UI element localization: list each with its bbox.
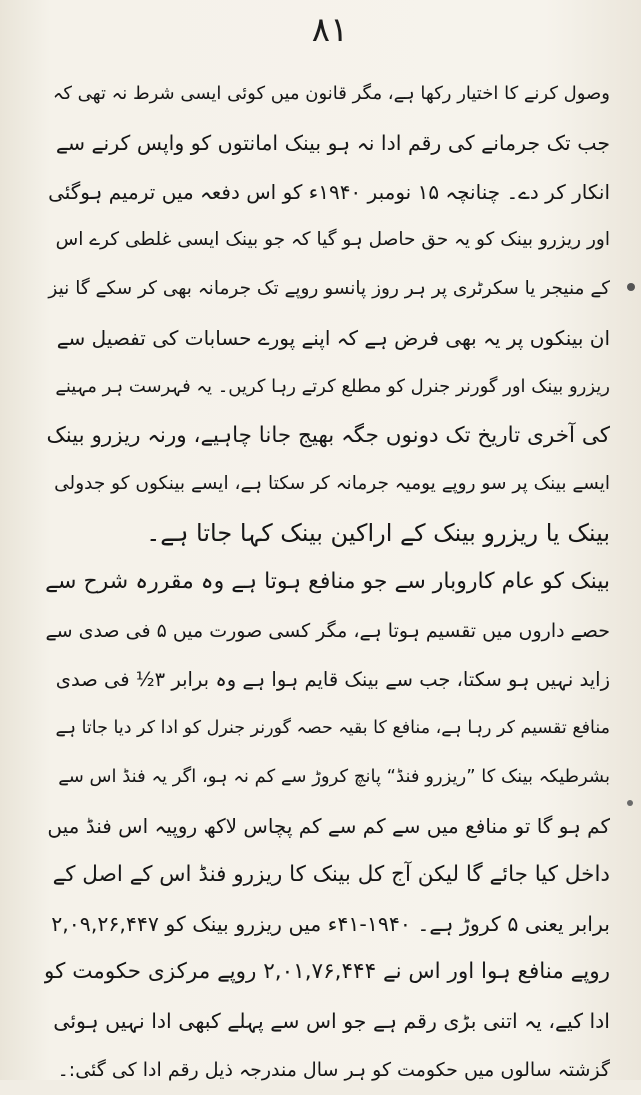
text-line: منافع تقسیم کر رہا ہے، منافع کا بقیہ حصہ گورنر جنرل کو ادا کر دیا جاتا ہے — [55, 718, 610, 739]
text-line: انکار کر دے۔ چنانچہ ۱۵ نومبر ۱۹۴۰ء کو اس دفعہ میں ترمیم ہوگئی — [48, 179, 610, 204]
ink-dot-mark — [627, 283, 635, 291]
text-line: وصول کرنے کا اختیار رکھا ہے، مگر قانون میں کوئی ایسی شرط نہ تھی کہ — [52, 83, 610, 104]
text-line: ریزرو بینک اور گورنر جنرل کو مطلع کرتے رہا کریں۔ یہ فہرست ہر مہینے — [55, 375, 610, 397]
text-line: کی آخری تاریخ تک دونوں جگہ بھیج جانا چاہیے، ورنہ ریزرو بینک — [46, 422, 610, 448]
text-line: بشرطیکہ بینک کا ”ریزرو فنڈ“ پانچ کروڑ سے کم نہ ہو، اگر یہ فنڈ اس سے — [58, 766, 610, 788]
text-line: زاید نہیں ہو سکتا، جب سے بینک قایم ہوا ہے وہ برابر ۳½ فی صدی — [55, 667, 610, 691]
ink-dot-mark — [627, 800, 633, 806]
text-line: گزشتہ سالوں میں حکومت کو ہر سال مندرجہ ذیل رقم ادا کی گئی:۔ — [57, 1058, 610, 1081]
page-number: ۸۱ — [311, 10, 349, 50]
text-line: حصے داروں میں تقسیم ہوتا ہے، مگر کسی صورت میں ۵ فی صدی سے — [45, 619, 610, 642]
text-line: بینک یا ریزرو بینک کے اراکین بینک کہا جاتا ہے۔ — [146, 519, 610, 548]
text-line: برابر یعنی ۵ کروڑ ہے۔ ۱۹۴۰-۴۱ء میں ریزرو بینک کو ۲,۰۹,۲۶,۴۴۷ — [51, 911, 610, 936]
text-line: ایسے بینک پر سو روپے یومیہ جرمانہ کر سکتا ہے، ایسے بینکوں کو جدولی — [54, 473, 610, 495]
text-line: ان بینکوں پر یہ بھی فرض ہے کہ اپنے پورے حسابات کی تفصیل سے — [56, 325, 610, 350]
text-line: روپے منافع ہوا اور اس نے ۲,۰۱,۷۶,۴۴۴ روپے مرکزی حکومت کو — [44, 959, 610, 985]
text-line: کم ہو گا تو منافع میں سے کم سے کم پچاس لاکھ روپیہ اس فنڈ میں — [47, 813, 610, 838]
text-line: کے منیجر یا سکرٹری پر ہر روز پانسو روپے تک جرمانہ بھی کر سکے گا نیز — [48, 278, 610, 300]
text-line: جب تک جرمانے کی رقم ادا نہ ہو بینک امانتوں کو واپس کرنے سے — [55, 130, 610, 155]
text-line: داخل کیا جائے گا لیکن آج کل بینک کا ریزرو فنڈ اس کے اصل کے — [52, 861, 610, 887]
text-line: بینک کو عام کاروبار سے جو منافع ہوتا ہے وہ مقررہ شرح سے — [45, 568, 610, 594]
text-line: اور ریزرو بینک کو یہ حق حاصل ہو گیا کہ جو بینک ایسی غلطی کرے اس — [55, 229, 610, 251]
text-line: ادا کیے، یہ اتنی بڑی رقم ہے جو اس سے پہلے کبھی ادا نہیں ہوئی — [53, 1009, 610, 1034]
page-body-text — [44, 70, 610, 1095]
